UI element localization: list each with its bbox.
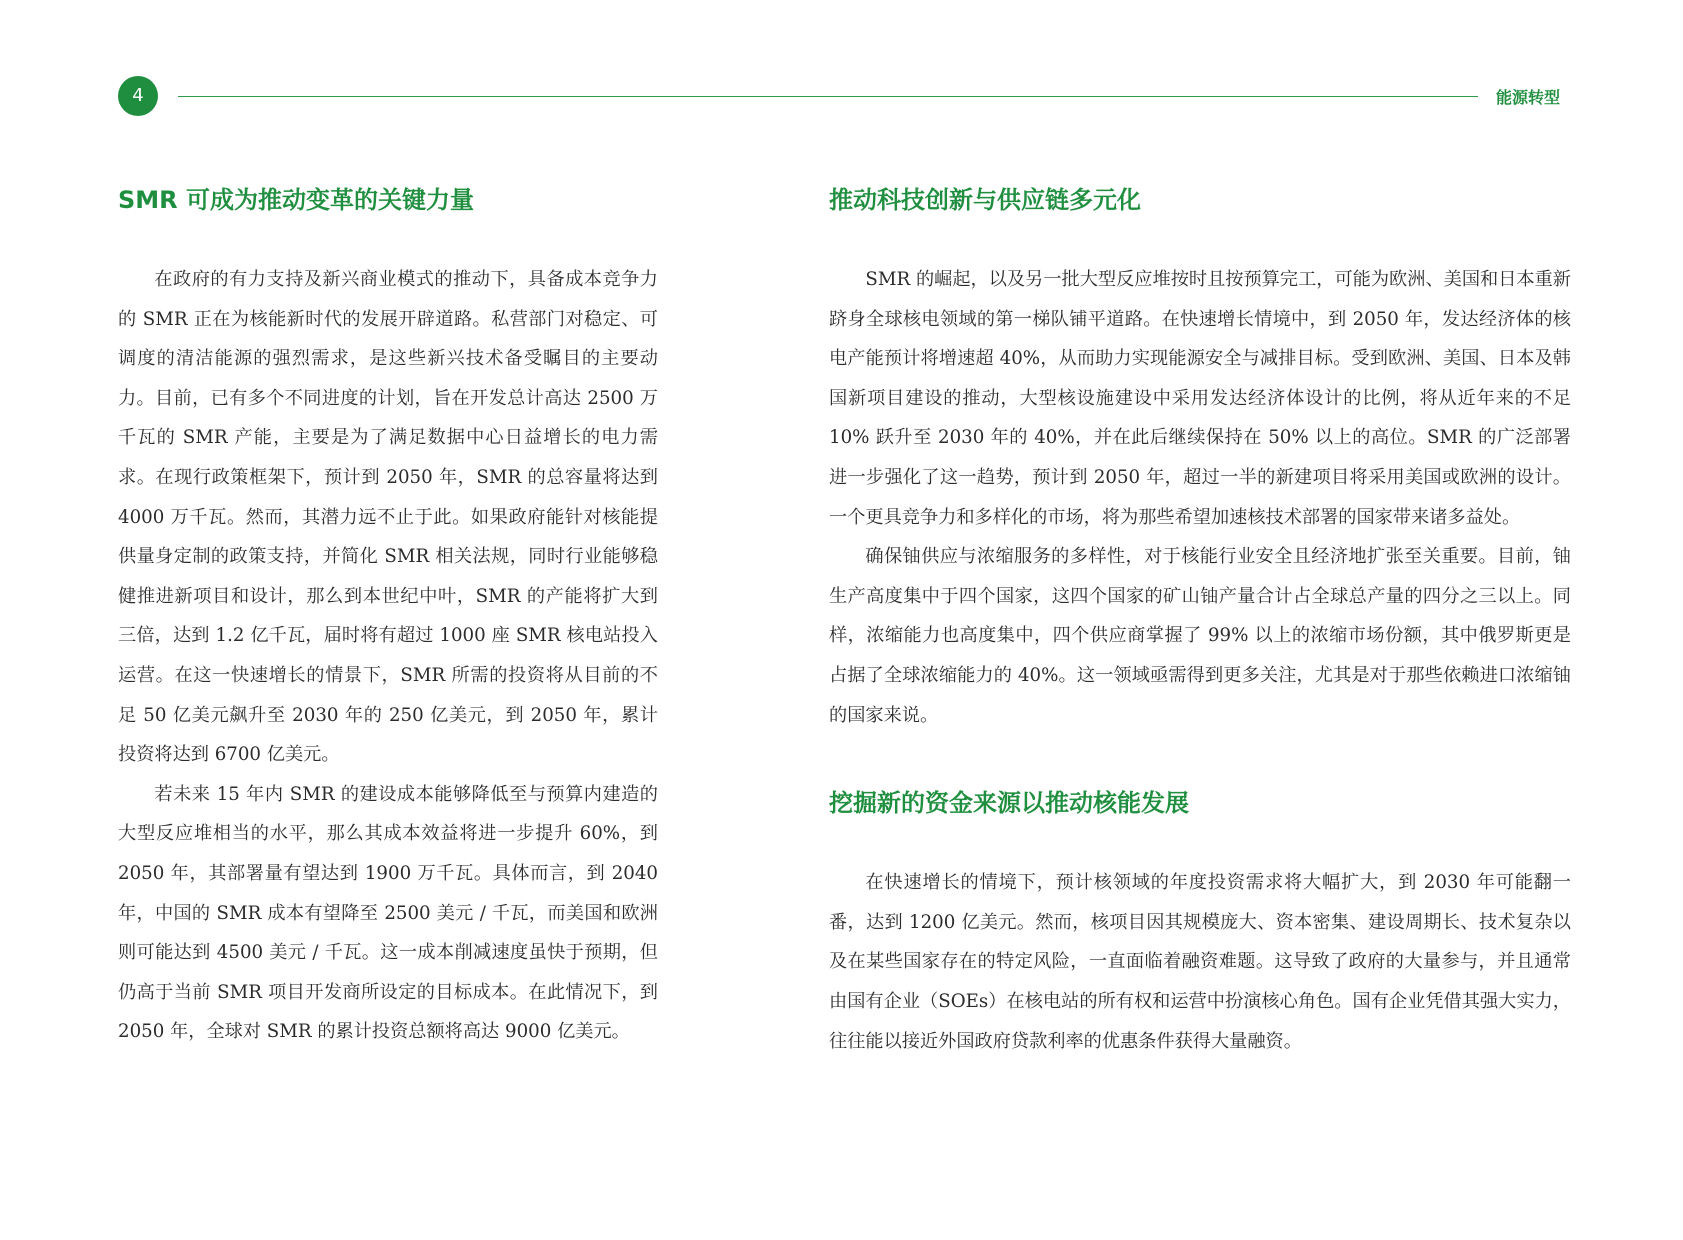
paragraph: 确保铀供应与浓缩服务的多样性，对于核能行业安全且经济地扩张至关重要。目前，铀生产高度集中于四个国家，这四个国家的矿山铀产量合计占全球总产量的四分之三以上。同样，浓缩能力也高度集中，四个供应商掌握了 99% 以上的浓缩市场份额，其中俄罗斯更是占据了全球浓缩能力的 40%。这一领域亟需得到更多关注，尤其是对于那些依赖进口浓缩铀的国家来说。 [829,546,1571,726]
section-title-financing: 挖掘新的资金来源以推动核能发展 [829,789,1189,818]
paragraph: 在快速增长的情境下，预计核领域的年度投资需求将大幅扩大，到 2030 年可能翻一番，达到 1200 亿美元。然而，核项目因其规模庞大、资本密集、建设周期长、技术复杂以及在某些国家存在的特定风险，一直面临着融资难题。这导致了政府的大量参与，并且通常由国有企业（SOEs）在核电站的所有权和运营中扮演核心角色。国有企业凭借其强大实力，往往能以接近外国政府贷款利率的优惠条件获得大量融资。 [829,872,1571,1052]
left-column [118,182,658,1052]
paragraph: 若未来 15 年内 SMR 的建设成本能够降低至与预算内建造的大型反应堆相当的水平，那么其成本效益将进一步提升 60%，到 2050 年，其部署量有望达到 1900 万千瓦。具体而言，到 2040 年，中国的 SMR 成本有望降至 2500 美元 / 千瓦，而美国和欧洲则可能达到 4500 美元 / 千瓦。这一成本削减速度虽快于预期，但仍高于当前 SMR 项目开发商所设定的目标成本。在此情况下，到 2050 年，全球对 SMR 的累计投资总额将高达 9000 亿美元。 [118,783,658,1043]
section-tag: 能源转型 [1496,88,1561,107]
paragraph: SMR 的崛起，以及另一批大型反应堆按时且按预算完工，可能为欧洲、美国和日本重新跻身全球核电领域的第一梯队铺平道路。在快速增长情境中，到 2050 年，发达经济体的核电产能预计将增速超 40%，从而助力实现能源安全与减排目标。受到欧洲、美国、日本及韩国新项目建设的推动，大型核设施建设中采用发达经济体设计的比例，将从近年来的不足 10% 跃升至 2030 年的 40%，并在此后继续保持在 50% 以上的高位。SMR 的广泛部署进一步强化了这一趋势，预计到 2050 年，超过一半的新建项目将采用美国或欧洲的设计。一个更具竞争力和多样化的市场，将为那些希望加速核技术部署的国家带来诸多益处。 [829,269,1571,528]
section-title-smr: SMR 可成为推动变革的关键力量 [118,186,475,214]
right-column [829,182,1571,1061]
section-title-innovation: 推动科技创新与供应链多元化 [829,186,1141,214]
page-header [118,76,1568,116]
paragraph: 在政府的有力支持及新兴商业模式的推动下，具备成本竞争力的 SMR 正在为核能新时代的发展开辟道路。私营部门对稳定、可调度的清洁能源的强烈需求，是这些新兴技术备受瞩目的主要动力。目前，已有多个不同进度的计划，旨在开发总计高达 2500 万千瓦的 SMR 产能，主要是为了满足数据中心日益增长的电力需求。在现行政策框架下，预计到 2050 年，SMR 的总容量将达到 4000 万千瓦。然而，其潜力远不止于此。如果政府能针对核能提供量身定制的政策支持，并简化 SMR 相关法规，同时行业能够稳健推进新项目和设计，那么到本世纪中叶，SMR 的产能将扩大到三倍，达到 1.2 亿千瓦，届时将有超过 1000 座 SMR 核电站投入运营。在这一快速增长的情景下，SMR 所需的投资将从目前的不足 50 亿美元飙升至 2030 年的 250 亿美元，到 2050 年，累计投资将达到 6700 亿美元。 [118,269,658,766]
header-divider [178,96,1478,97]
page-number-badge: 4 [118,76,158,116]
